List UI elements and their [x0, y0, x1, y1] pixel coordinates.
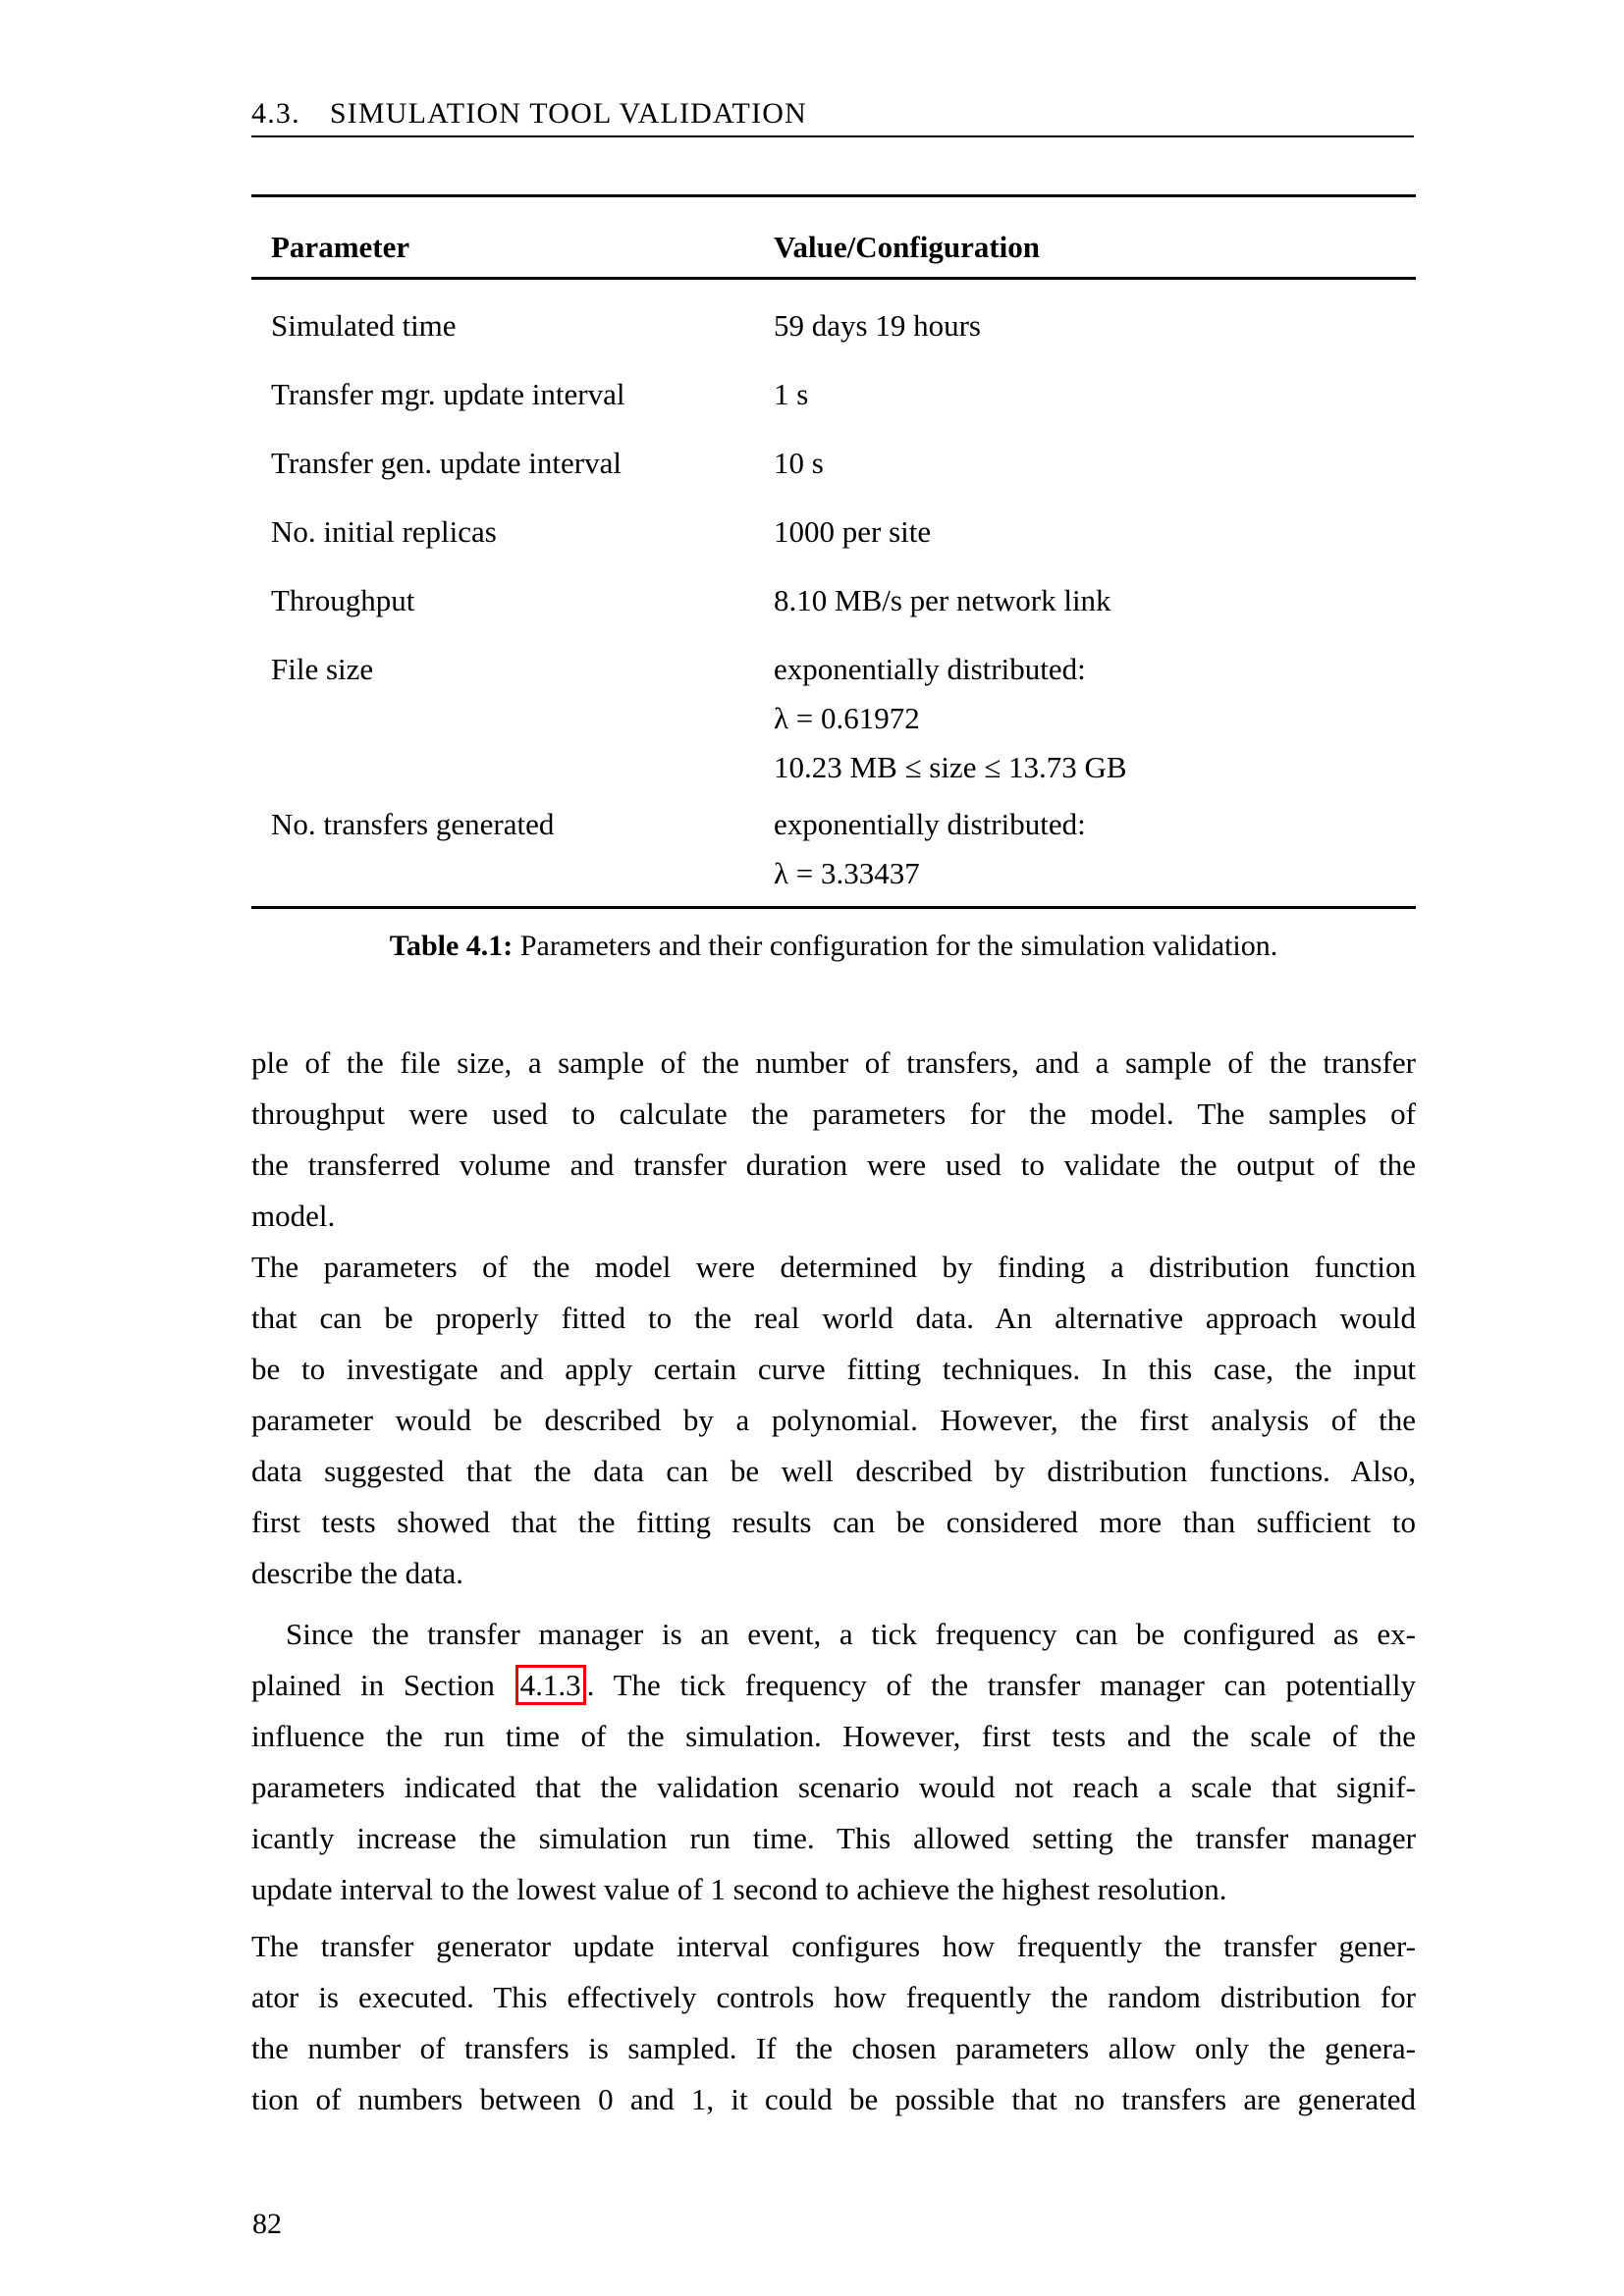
text-line: the number of transfers is sampled. If the chosen parameters allow only the genera-: [251, 2031, 1416, 2065]
text-line: data suggested that the data can be well described by distribution functions. Also,: [251, 1454, 1416, 1488]
text-segment: plained in Section: [251, 1668, 514, 1702]
table-cell-value: [774, 439, 1416, 488]
table-row: [271, 576, 1416, 625]
text-line: model.: [251, 1199, 336, 1233]
section-number: 4.3.: [251, 97, 300, 130]
column-header-parameter: Parameter: [271, 230, 410, 264]
table-row: [271, 645, 1416, 792]
text-line: icantly increase the simulation run time. This allowed setting the transfer manager: [251, 1821, 1416, 1855]
column-header-value: Value/Configuration: [774, 230, 1041, 264]
table-row: [271, 800, 1416, 898]
text-line: [251, 1660, 1416, 1711]
table-cell-value: [774, 576, 1416, 625]
table-cell-value: [774, 800, 1416, 898]
table-cell-value: [774, 507, 1416, 557]
table-row: [271, 301, 1416, 350]
table-cell-value: [774, 645, 1416, 792]
table-cell-parameter: No. transfers generated: [271, 807, 555, 841]
paragraph: [251, 1609, 1416, 1915]
text-line: parameters indicated that the validation scenario would not reach a scale that signif-: [251, 1770, 1416, 1804]
table-body: [251, 280, 1416, 906]
table-cell-parameter: File size: [271, 652, 374, 686]
text-line: throughput were used to calculate the parameters for the model. The samples of: [251, 1096, 1416, 1131]
text-line: tion of numbers between 0 and 1, it could be possible that no transfers are generated: [251, 2082, 1416, 2116]
section-title: SIMULATION TOOL VALIDATION: [329, 97, 808, 130]
text-line: The parameters of the model were determined by finding a distribution function: [251, 1250, 1416, 1284]
table-cell-value: [774, 370, 1416, 419]
text-line: update interval to the lowest value of 1 second to achieve the highest resolution.: [251, 1872, 1227, 1906]
table-cell-parameter: Throughput: [271, 583, 415, 617]
table-value-line: exponentially distributed:: [774, 652, 1086, 686]
table-value-line: 8.10 MB/s per network link: [774, 583, 1111, 617]
text-line: be to investigate and apply certain curve fitting techniques. In this case, the input: [251, 1352, 1416, 1386]
text-line: ator is executed. This effectively controls how frequently the random distribution for: [251, 1980, 1416, 2014]
text-line: Since the transfer manager is an event, a tick frequency can be configured as ex-: [286, 1617, 1416, 1651]
paragraph: [251, 1921, 1416, 2125]
section-ref-link[interactable]: 4.1.3: [515, 1665, 586, 1705]
table-value-line: 10.23 MB ≤ size ≤ 13.73 GB: [774, 750, 1127, 784]
table-value-line: 1000 per site: [774, 514, 932, 549]
table-cell-parameter: Simulated time: [271, 308, 457, 343]
table-cell-value: [774, 301, 1416, 350]
table-value-line: λ = 3.33437: [774, 856, 920, 890]
text-line: parameter would be described by a polynomial. However, the first analysis of the: [251, 1403, 1416, 1437]
text-line: The transfer generator update interval configures how frequently the transfer gener-: [251, 1929, 1416, 1963]
table-caption: [251, 927, 1416, 966]
text-line: the transferred volume and transfer duration were used to validate the output of the: [251, 1148, 1416, 1182]
table-value-line: exponentially distributed:: [774, 807, 1086, 841]
text-line: influence the run time of the simulation. However, first tests and the scale of the: [251, 1719, 1416, 1753]
text-segment: . The tick frequency of the transfer manager can potentially: [586, 1668, 1416, 1702]
text-line: first tests showed that the fitting results can be considered more than sufficient to: [251, 1505, 1416, 1539]
text-line: describe the data.: [251, 1556, 464, 1590]
table-value-line: 1 s: [774, 377, 809, 411]
table-caption-label: Table 4.1:: [389, 930, 514, 962]
table-header-row: [251, 197, 1416, 280]
text-line: ple of the file size, a sample of the number of transfers, and a sample of the transfer: [251, 1045, 1416, 1080]
table-row: [271, 370, 1416, 419]
paragraph: [251, 1038, 1416, 1242]
paragraph: [251, 1242, 1416, 1599]
table-cell-parameter: Transfer gen. update interval: [271, 446, 622, 480]
table-caption-text: Parameters and their configuration for the simulation validation.: [513, 930, 1278, 962]
body-text: [251, 1038, 1416, 2125]
table-row: [271, 439, 1416, 488]
table-value-line: λ = 0.61972: [774, 701, 920, 735]
parameters-table: [251, 194, 1416, 909]
table-value-line: 59 days 19 hours: [774, 308, 981, 343]
text-line: that can be properly fitted to the real world data. An alternative approach would: [251, 1301, 1416, 1335]
table-cell-parameter: No. initial replicas: [271, 514, 497, 549]
running-head: [251, 97, 1414, 137]
table-row: [271, 507, 1416, 557]
table-value-line: 10 s: [774, 446, 824, 480]
page-number: 82: [252, 2208, 282, 2240]
table-cell-parameter: Transfer mgr. update interval: [271, 377, 625, 411]
